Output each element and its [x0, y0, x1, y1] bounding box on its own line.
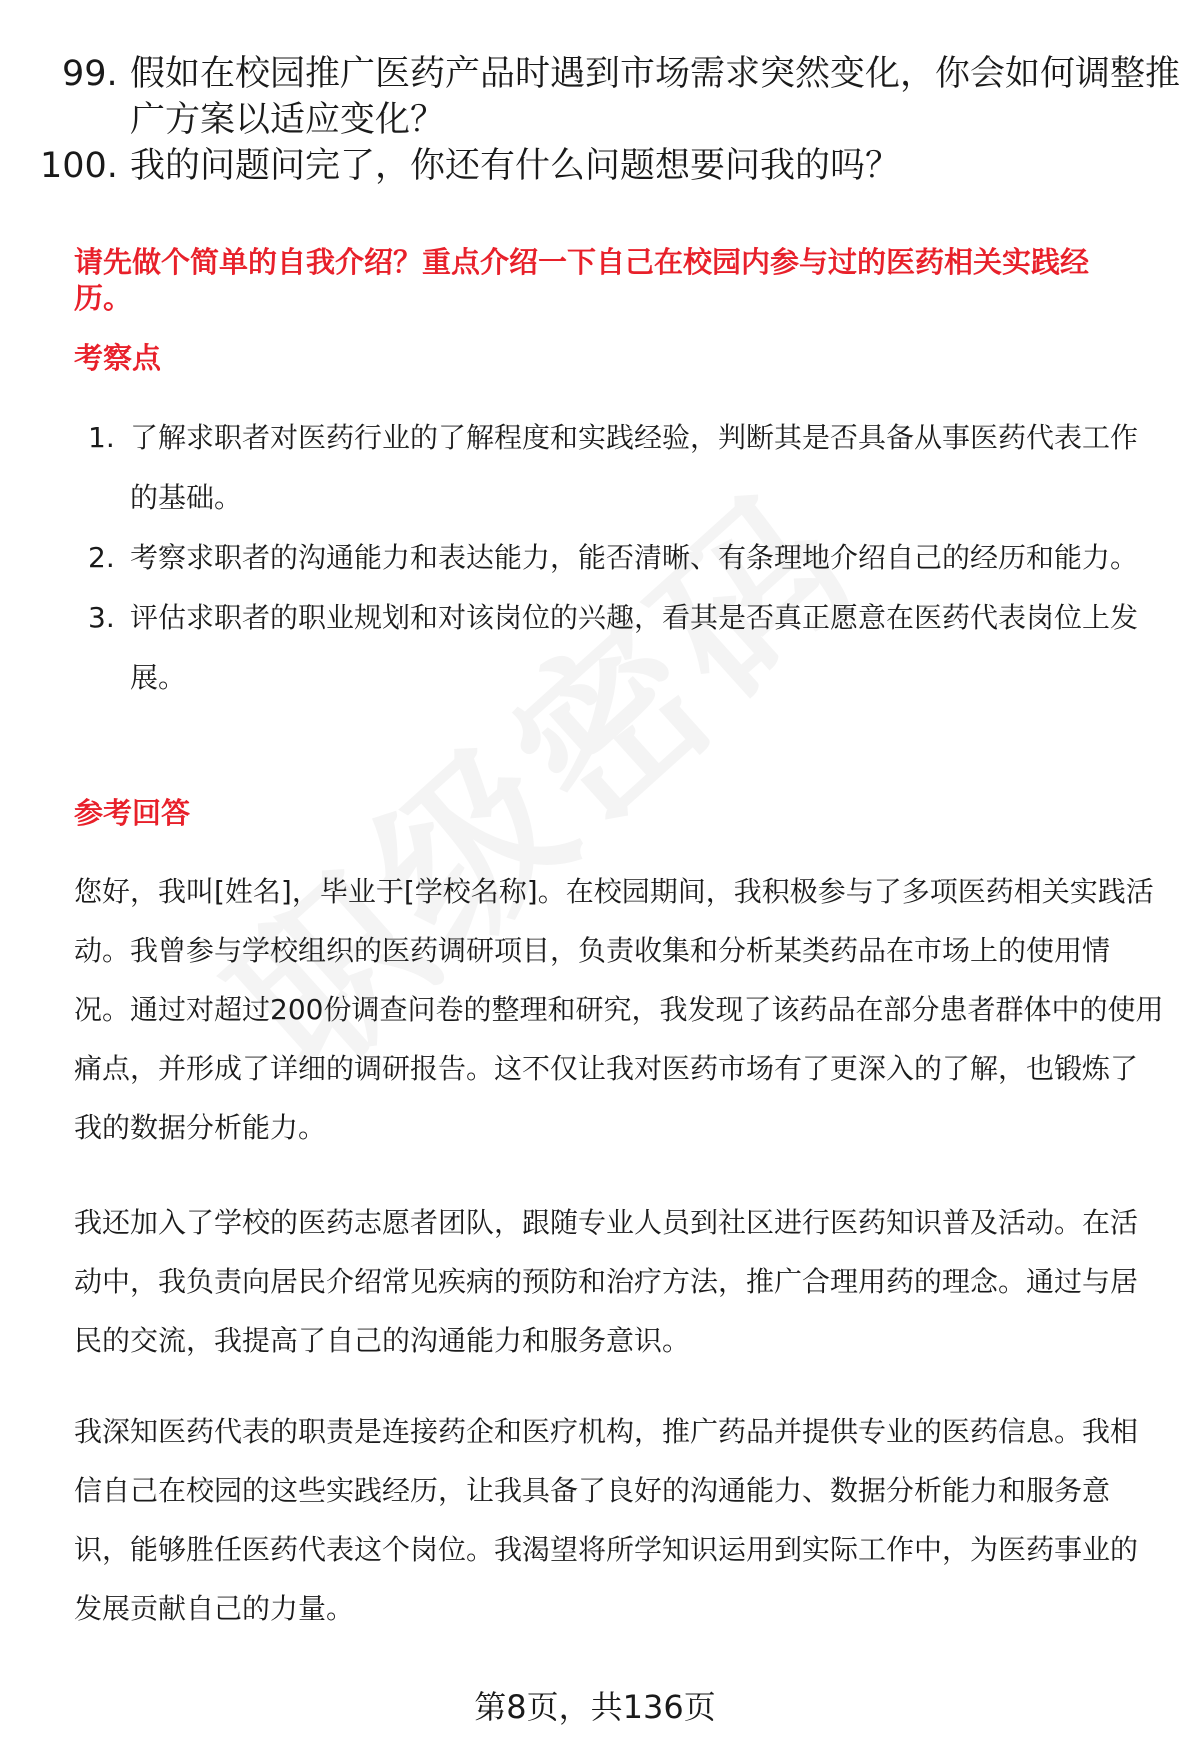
list-item — [74, 588, 1164, 708]
answer-paragraph: 我还加入了学校的医药志愿者团队，跟随专业人员到社区进行医药知识普及活动。在活动中，我负责向居民介绍常见疾病的预防和治疗方法，推广合理用药的理念。通过与居民的交流，我提高了自己的沟通能力和服务意识。 — [74, 1206, 1139, 1357]
list-number: 1. — [88, 421, 115, 454]
answer-paragraph: 您好，我叫[姓名]，毕业于[学校名称]。在校园期间，我积极参与了多项医药相关实践活动。我曾参与学校组织的医药调研项目，负责收集和分析某类药品在市场上的使用情况。通过对超过200份调查问卷的整理和研究，我发现了该药品在部分患者群体中的使用痛点，并形成了详细的调研报告。这不仅让我对医药市场有了更深入的了解，也锻炼了我的数据分析能力。 — [74, 875, 1164, 1144]
question-text: 我的问题问完了，你还有什么问题想要问我的吗？ — [130, 146, 901, 186]
page-footer: 第8页，共136页 — [474, 1688, 716, 1726]
list-text: 评估求职者的职业规划和对该岗位的兴趣，看其是否真正愿意在医药代表岗位上发展。 — [130, 601, 1139, 694]
question-number: 99. — [62, 54, 118, 94]
list-item — [74, 528, 1164, 588]
list-item — [74, 408, 1164, 528]
question-item-100 — [40, 143, 1160, 189]
list-number: 3. — [88, 601, 115, 634]
interview-question-title: 请先做个简单的自我介绍？重点介绍一下自己在校园内参与过的医药相关实践经历。 — [74, 245, 1090, 315]
question-text: 假如在校园推广医药产品时遇到市场需求突然变化，你会如何调整推广方案以适应变化？ — [130, 54, 1181, 140]
list-number: 2. — [88, 541, 115, 574]
list-text: 了解求职者对医药行业的了解程度和实践经验，判断其是否具备从事医药代表工作的基础。 — [130, 421, 1139, 514]
points-heading: 考察点 — [74, 341, 162, 375]
question-item-99 — [62, 51, 1181, 143]
question-number: 100. — [40, 146, 118, 186]
answer-heading: 参考回答 — [74, 796, 191, 830]
answer-paragraph: 我深知医药代表的职责是连接药企和医疗机构，推广药品并提供专业的医药信息。我相信自己在校园的这些实践经历，让我具备了良好的沟通能力、数据分析能力和服务意识，能够胜任医药代表这个岗位。我渴望将所学知识运用到实际工作中，为医药事业的发展贡献自己的力量。 — [74, 1415, 1139, 1625]
list-text: 考察求职者的沟通能力和表达能力，能否清晰、有条理地介绍自己的经历和能力。 — [130, 541, 1139, 574]
points-list — [74, 408, 1164, 708]
